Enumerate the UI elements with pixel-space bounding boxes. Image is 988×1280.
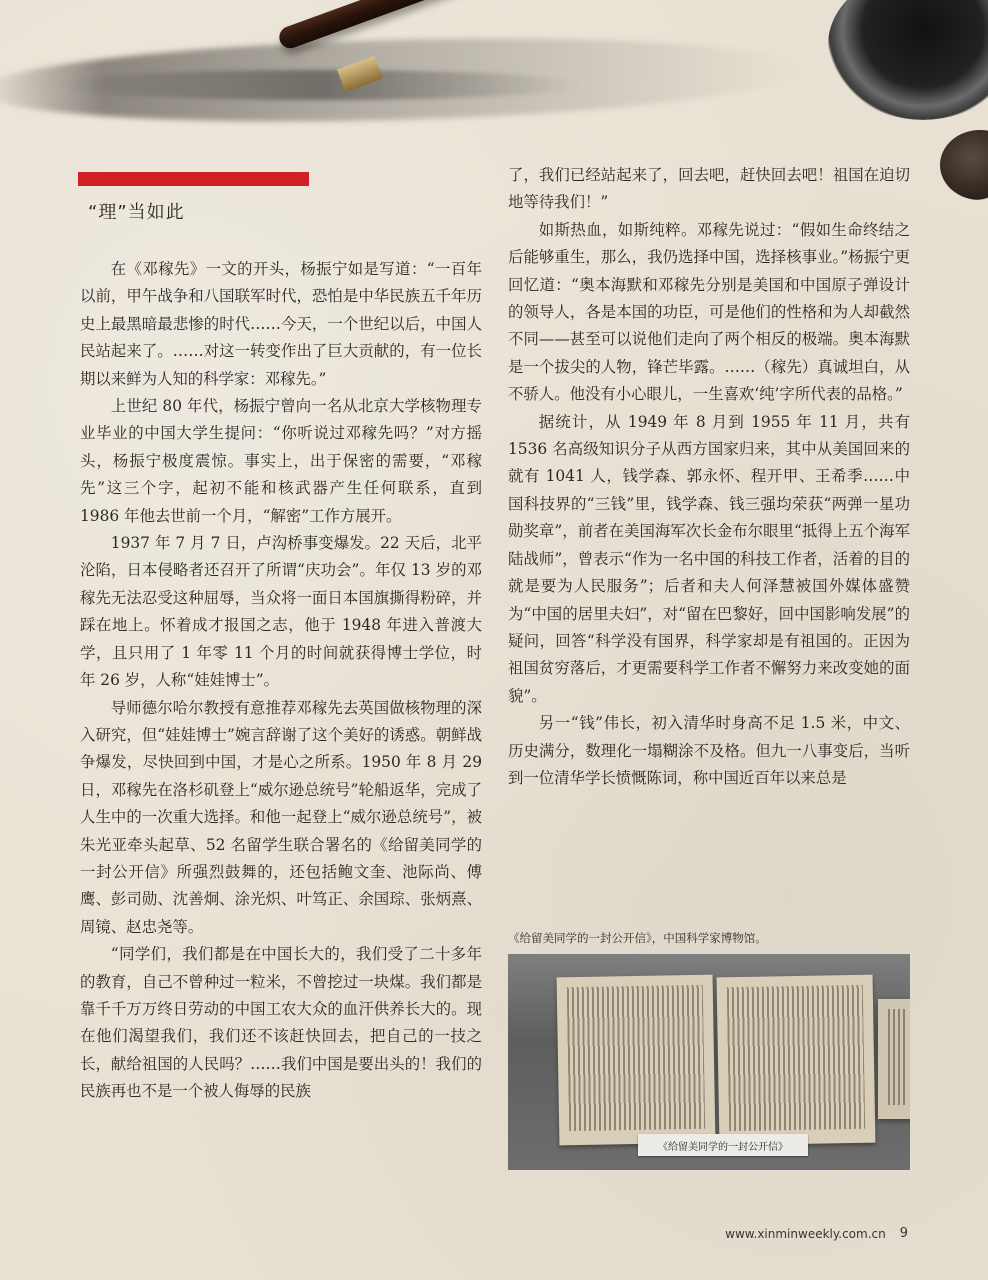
paragraph-continuation: 了，我们已经站起来了，回去吧，赶快回去吧！祖国在迫切地等待我们！” (508, 166, 910, 212)
paragraph: “同学们，我们都是在中国长大的，我们受了二十多年的教育，自己不曾种过一粒米，不曾挖过一块煤。我们都是靠千千万万终日劳动的中国工农大众的血汗供养长大的。现在他们渴望我们，我们还不该赶快回去，把自己的一技之长，献给祖国的人民吗？……我们中国是要出头的！我们的民族再也不是一个被人侮辱的民族 (80, 945, 482, 1101)
paragraph: 上世纪 80 年代，杨振宁曾向一名从北京大学核物理专业毕业的中国大学生提问：“你听说过邓稼先吗？”对方摇头，杨振宁极度震惊。事实上，出于保密的需要，“邓稼先”这三个字，起初不能和核武器产生任何联系，直到 1986 年他去世前一个月，“解密”工作方展开。 (80, 397, 482, 525)
page-number: 9 (899, 1226, 908, 1241)
letter-page-left (557, 975, 716, 1146)
website-url: www.xinminweekly.com.cn (725, 1226, 886, 1241)
letter-page-side (878, 999, 910, 1119)
exhibit-label-plate: 《给留美同学的一封公开信》 (638, 1134, 808, 1156)
figure-caption: 《给留美同学的一封公开信》，中国科学家博物馆。 (508, 931, 767, 945)
left-column (80, 256, 482, 1106)
paragraph: 在《邓稼先》一文的开头，杨振宁如是写道：“一百年以前，甲午战争和八国联军时代，恐怕是中华民族五千年历史上最黑暗最悲惨的时代……今天，一个世纪以后，中国人民站起来了。……对这一转变作出了巨大贡献的，有一位长期以来鲜为人知的科学家：邓稼先。” (80, 260, 482, 388)
letter-page-right (717, 975, 876, 1146)
right-column (508, 162, 910, 792)
section-title: “理”当如此 (88, 202, 185, 223)
paragraph: 1937 年 7 月 7 日，卢沟桥事变爆发。22 天后，北平沦陷，日本侵略者还召开了所谓“庆功会”。年仅 13 岁的邓稼先无法忍受这种屈辱，当众将一面日本国旗撕得粉碎，并踩在地上。怀着成才报国之志，他于 1948 年进入普渡大学，且只用了 1 年零 11 个月的时间就获得博士学位，时年 26 岁，人称“娃娃博士”。 (80, 534, 482, 690)
paragraph: 据统计，从 1949 年 8 月到 1955 年 11 月，共有 1536 名高级知识分子从西方国家归来，其中从美国回来的就有 1041 人，钱学森、郭永怀、程开甲、王希季……中国科技界的“三钱”里，钱学森、钱三强均荣获“两弹一星功勋奖章”，前者在美国海军次长金布尔眼里“抵得上五个海军陆战师”，曾表示“作为一名中国的科技工作者，活着的目的就是要为人民服务”；后者和夫人何泽慧被国外媒体盛赞为“中国的居里夫妇”，对“留在巴黎好，回中国影响发展”的疑问，回答“科学没有国界，科学家却是有祖国的。正因为祖国贫穷落后，才更需要科学工作者不懈努力来改变她的面貌”。 (508, 412, 910, 705)
figure-photo (508, 954, 910, 1170)
paragraph: 另一“钱”伟长，初入清华时身高不足 1.5 米，中文、历史满分，数理化一塌糊涂不及格。但九一八事变后，当听到一位清华学长愤慨陈词，称中国近百年以来总是 (508, 714, 910, 787)
paragraph: 如斯热血，如斯纯粹。邓稼先说过：“假如生命终结之后能够重生，那么，我仍选择中国，选择核事业。”杨振宁更回忆道：“奥本海默和邓稼先分别是美国和中国原子弹设计的领导人，各是本国的功臣，可是他们的性格和为人却截然不同——甚至可以说他们走向了两个相反的极端。奥本海默是一个拔尖的人物，锋芒毕露。……（稼先）真诚坦白，从不骄人。他没有小心眼儿，一生喜欢‘纯’字所代表的品格。” (508, 220, 910, 404)
inkwell-icon (828, 0, 988, 120)
ink-brush-stroke-secondary (60, 70, 580, 100)
section-accent-bar (78, 172, 309, 186)
paragraph: 导师德尔哈尔教授有意推荐邓稼先去英国做核物理的深入研究，但“娃娃博士”婉言辞谢了这个美好的诱惑。朝鲜战争爆发，尽快回到中国，才是心之所系。1950 年 8 月 29 日，邓稼先在洛杉矶登上“威尔逊总统号”轮船返华，完成了人生中的一次重大选择。和他一起登上“威尔逊总统号”，被朱光亚牵头起草、52 名留学生联合署名的《给留美同学的一封公开信》所强烈鼓舞的，还包括鲍文奎、池际尚、傅鹰、彭司勋、沈善炯、涂光炽、叶笃正、余国琮、张炳熹、周镜、赵忠尧等。 (80, 698, 482, 936)
page-footer (725, 1226, 908, 1241)
header-artwork (0, 0, 988, 160)
